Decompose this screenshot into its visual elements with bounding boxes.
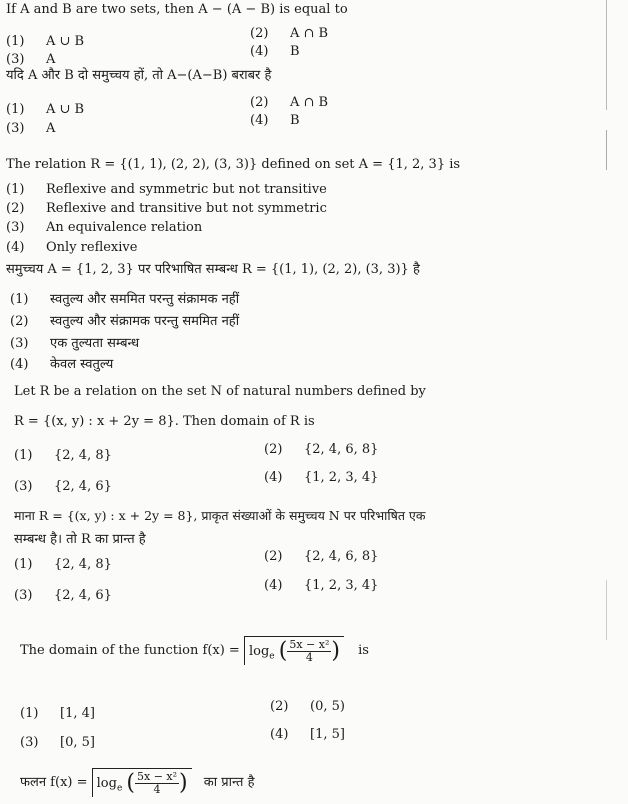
q3-hi-option-1: (1) {2, 4, 8}: [14, 557, 112, 572]
q1-hi-option-1: (1) A ∪ B: [6, 102, 85, 117]
q2-stem-english: The relation R = {(1, 1), (2, 2), (3, 3)} defined on set A = {1, 2, 3} is: [6, 157, 461, 172]
q4-option-3: (3) [0, 5]: [20, 735, 95, 750]
q2-hi-option-1: (1) स्वतुल्य और सममित परन्तु संक्रामक नहीं: [10, 292, 240, 307]
q3-stem-english-2: R = {(x, y) : x + 2y = 8}. Then domain of R is: [14, 414, 315, 429]
q1-hi-option-2: (2) A ∩ B: [250, 95, 329, 110]
q1-option-2: (2) A ∩ B: [250, 26, 329, 41]
q2-option-1: (1) Reflexive and symmetric but not transitive: [6, 182, 327, 197]
q3-hi-option-4: (4) {1, 2, 3, 4}: [264, 578, 379, 593]
q3-option-1: (1) {2, 4, 8}: [14, 448, 112, 463]
q1-option-1: (1) A ∪ B: [6, 34, 85, 49]
scan-margin-line: [606, 580, 607, 640]
q4-stem-hindi: फलन $f(x) = \log_e$ ( $\frac{\text{5x − x²}}{4}$ ) का प्रान्त है: [20, 770, 255, 796]
q2-hi-option-4: (4) केवल स्वतुल्य: [10, 357, 114, 372]
q1-option-4: (4) B: [250, 44, 300, 59]
square-root-expression-hindi: $\log_e$ ( $\frac{\text{5x − x²}}{4}$ ): [92, 768, 192, 797]
q3-stem-english-1: Let R be a relation on the set N of natural numbers defined by: [14, 384, 426, 399]
q2-option-3: (3) An equivalence relation: [6, 220, 203, 235]
q2-option-4: (4) Only reflexive: [6, 240, 138, 255]
q1-stem-hindi: यदि A और B दो समुच्चय हों, तो A−(A−B) बराबर है: [6, 68, 272, 83]
q1-hi-option-3: (3) A: [6, 121, 56, 136]
q3-option-2: (2) {2, 4, 6, 8}: [264, 442, 379, 457]
scan-margin-line: [606, 130, 607, 170]
q4-option-2: (2) (0, 5): [270, 699, 345, 714]
q3-hi-option-2: (2) {2, 4, 6, 8}: [264, 549, 379, 564]
q2-hi-option-3: (3) एक तुल्यता सम्बन्ध: [10, 336, 140, 351]
scan-margin-line: [606, 0, 607, 110]
q4-stem-english: The domain of the function $f(x) = \log_e$ ( $\frac{\text{5x − x²}}{4}$ ) is: [20, 638, 369, 664]
q1-hi-option-4: (4) B: [250, 113, 300, 128]
q1-stem-english: If A and B are two sets, then A − (A − B) is equal to: [6, 2, 348, 17]
q3-option-3: (3) {2, 4, 6}: [14, 479, 112, 494]
q2-stem-hindi: समुच्चय A = {1, 2, 3} पर परिभाषित सम्बन्ध R = {(1, 1), (2, 2), (3, 3)} है: [6, 262, 420, 277]
square-root-expression: $\log_e$ ( $\frac{\text{5x − x²}}{4}$ ): [244, 636, 344, 665]
q3-stem-hindi-2: सम्बन्ध है। तो R का प्रान्त है: [14, 532, 146, 547]
q2-hi-option-2: (2) स्वतुल्य और संक्रामक परन्तु सममित नहीं: [10, 314, 240, 329]
q3-option-4: (4) {1, 2, 3, 4}: [264, 470, 379, 485]
q2-option-2: (2) Reflexive and transitive but not symmetric: [6, 201, 327, 216]
q3-hi-option-3: (3) {2, 4, 6}: [14, 588, 112, 603]
q4-option-1: (1) [1, 4]: [20, 706, 95, 721]
q1-option-3: (3) A: [6, 52, 56, 67]
q3-stem-hindi-1: माना R = {(x, y) : x + 2y = 8}, प्राकृत संख्याओं के समुच्चय N पर परिभाषित एक: [14, 508, 426, 523]
q4-option-4: (4) [1, 5]: [270, 727, 345, 742]
